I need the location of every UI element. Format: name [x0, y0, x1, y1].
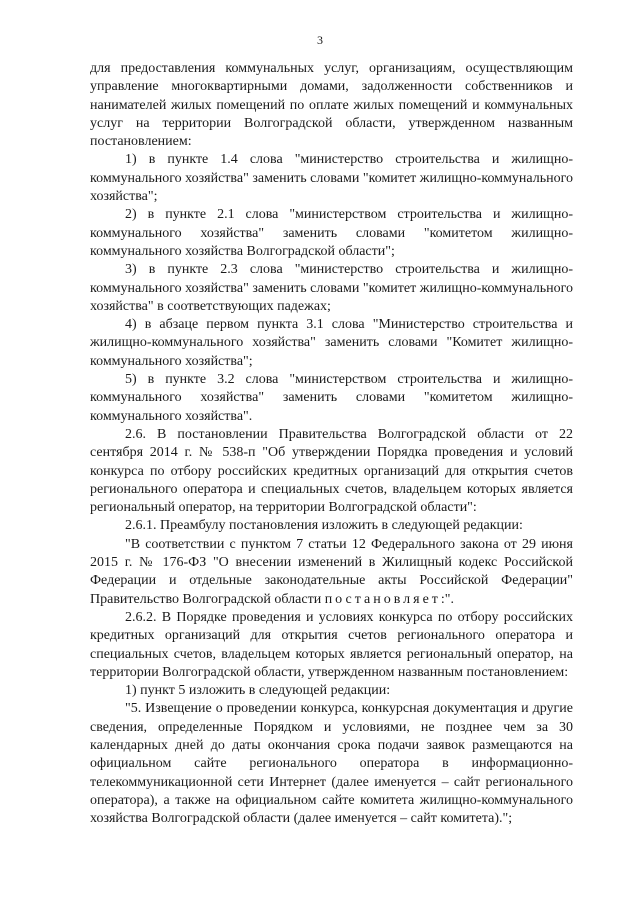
paragraph-section-2-6-1: 2.6.1. Преамбулу постановления изложить в следующей редакции:: [125, 518, 523, 534]
paragraph-point-5-quote: "5. Извещение о проведении конкурса, конкурсная документация и другие сведения, определенные Порядком и условиями, не позднее чем за 30 календарных дней до даты окончания срока подачи заявок размещаются на официальном сайте регионального оператора в информационно-телекоммуникационной сети Интернет (далее именуется – сайт регионального оператора), а также на официальном сайте комитета жилищно-коммунального хозяйства Волгоградской области (далее именуется – сайт комитета).";: [90, 701, 573, 827]
paragraph-section-2-6-2: 2.6.2. В Порядке проведения и условиях конкурса по отбору российских кредитных организаций для открытия счетов регионального оператора и специальных счетов, владельцем которых является региональный оператор, на территории Волгоградской области, утвержденном названным постановлением:: [90, 609, 573, 680]
paragraph-item-4: 4) в абзаце первом пункта 3.1 слова "Министерство строительства и жилищно-коммунального хозяйства" заменить словами "Комитет жилищно-коммунального хозяйства";: [90, 317, 573, 369]
paragraph-item-3: 3) в пункте 2.3 слова "министерство строительства и жилищно-коммунального хозяйства" заменить словами "комитет жилищно-коммунального хозяйства" в соответствующих падежах;: [90, 262, 573, 314]
paragraph-item-1: 1) в пункте 1.4 слова "министерство строительства и жилищно-коммунального хозяйства" заменить словами "комитет жилищно-коммунального хозяйства";: [90, 152, 573, 205]
preamble-spaced-word: постановляет: [324, 591, 441, 607]
paragraph-item-5: 5) в пункте 3.2 слова "министерством строительства и жилищно-коммунального хозяйства" заменить словами "комитетом жилищно-коммунального хозяйства".: [90, 372, 573, 424]
page-number: 3: [317, 33, 323, 47]
preamble-text: "В соответствии с пунктом 7 статьи 12 Федерального закона от 29 июня 2015 г. № 176-ФЗ "О внесении изменений в Жилищный кодекс Российской Федерации и отдельные законодательные акты Российской Федерации" Правительство Волгоградской области: [90, 536, 573, 607]
paragraph-item-point-5: 1) пункт 5 изложить в следующей редакции:: [125, 683, 391, 699]
preamble-tail: :".: [440, 591, 455, 607]
paragraph-preamble-quote: [90, 536, 573, 609]
paragraph-section-2-6: 2.6. В постановлении Правительства Волгоградской области от 22 сентября 2014 г. № 538-п "Об утверждении Порядка проведения и условий конкурса по отбору российских кредитных организаций для открытия счетов регионального оператора и специальных счетов, владельцем которых является региональный оператор, на территории Волгоградской области":: [90, 426, 573, 516]
document-body: [90, 60, 573, 828]
paragraph-intro-continuation: для предоставления коммунальных услуг, организациям, осуществляющим управление многоквартирными домами, задолженности собственников и нанимателей жилых помещений по оплате жилых помещений и коммунальных услуг на территории Волгоградской области, утвержденном названным постановлением:: [90, 61, 573, 150]
paragraph-item-2: 2) в пункте 2.1 слова "министерством строительства и жилищно-коммунального хозяйства" заменить словами "комитетом жилищно-коммунального хозяйства Волгоградской области";: [90, 207, 573, 259]
